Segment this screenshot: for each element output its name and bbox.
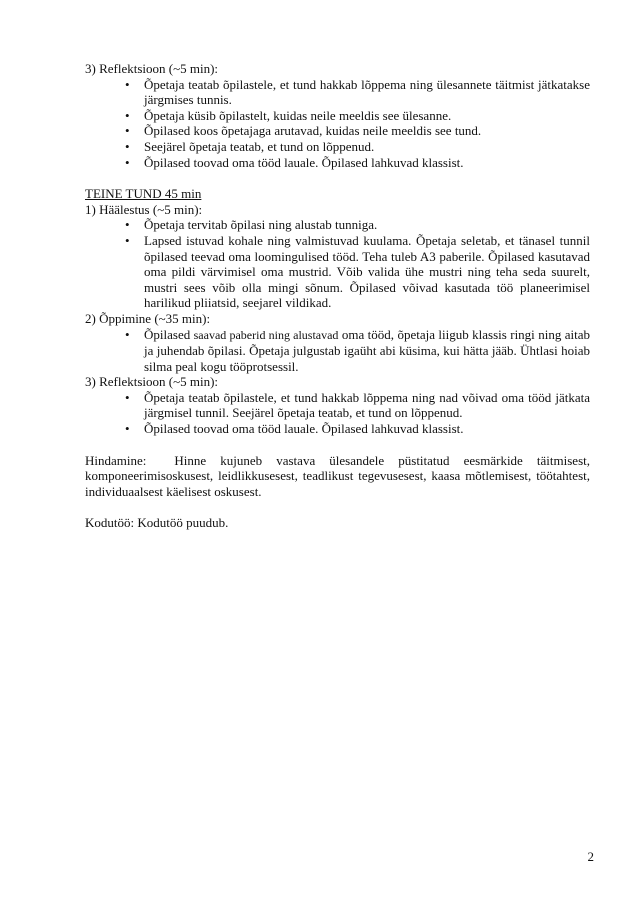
page-number: 2	[587, 849, 594, 864]
document-page	[85, 61, 590, 531]
lesson-title: TEINE TUND 45 min	[85, 186, 202, 202]
bullet-list	[122, 327, 590, 375]
bullet-icon: •	[125, 154, 130, 170]
bullet-list	[122, 77, 590, 171]
bullet-icon: •	[125, 421, 130, 437]
section-reflection-1	[85, 61, 590, 170]
bullet-icon: •	[125, 138, 130, 154]
list-item: • Õpilased saavad paberid ning alustavad oma tööd, õpetaja liigub klassis ringi ning aitab ja juhendab õpilasi. Õpetaja julgustab igaüht abi küsima, kui hätta jääb. Ühtlasi hoiab silma peal kogu tööprotsessil.	[125, 326, 591, 374]
bullet-list	[122, 217, 590, 311]
bullet-icon: •	[125, 107, 130, 123]
assessment-label: Hindamine:	[85, 452, 147, 468]
list-item: • Seejärel õpetaja teatab, et tund on lõppenud.	[125, 138, 375, 154]
list-item: • Õpetaja küsib õpilastelt, kuidas neile meeldis see ülesanne.	[125, 107, 452, 123]
list-item: • Õpilased koos õpetajaga arutavad, kuidas neile meeldis see tund.	[125, 123, 482, 139]
list-item: • Õpilased toovad oma tööd lauale. Õpilased lahkuvad klassist.	[125, 421, 464, 437]
bullet-icon: •	[125, 76, 130, 92]
bullet-icon: •	[125, 217, 130, 233]
assessment-paragraph	[85, 453, 590, 500]
bullet-icon: •	[125, 232, 130, 248]
list-item: • Õpetaja teatab õpilastele, et tund hakkab lõppema ning ülesannete täitmist jätkatakse järgmises tunnis.	[125, 76, 590, 108]
bullet-icon: •	[125, 326, 130, 342]
lesson-two	[85, 186, 590, 437]
section-heading: 3) Reflektsioon (~5 min):	[85, 61, 219, 76]
assessment-text: Hinne kujuneb vastava ülesandele püstitatud eesmärkide täitmisest, komponeerimisoskusest, leidlikkusesest, teadlikust tegevusesest, kaasa mõtlemisest, töötahtest, individuaalsest käelisest oskusest.	[85, 452, 590, 499]
list-item: • Õpetaja teatab õpilastele, et tund hakkab lõppema ning nad võivad oma tööd jätkata järgmisel tunnil. Seejärel õpetaja teatab, et tund on lõppenud.	[125, 389, 590, 421]
bullet-icon: •	[125, 389, 130, 405]
list-item: • Lapsed istuvad kohale ning valmistuvad kuulama. Õpetaja seletab, et tänasel tunnil õpilased teevad oma loomingulised tööd. Teha tuleb A3 paberile. Õpilased kasutavad oma pildi värvimisel oma mustrid. Võib valida ühe mustri ning teha seda suurelt, mustri sees võib olla mingi sõnum. Õpilased võivad kasutada töö planeerimisel harilikud pliiatsid, seejarel vildikad.	[125, 232, 590, 311]
bullet-icon: •	[125, 123, 130, 139]
step-heading: 3) Reflektsioon (~5 min):	[85, 374, 219, 390]
step-heading: 1) Häälestus (~5 min):	[85, 201, 203, 217]
list-item: • Õpetaja tervitab õpilasi ning alustab tunniga.	[125, 217, 378, 233]
homework-paragraph: Kodutöö: Kodutöö puudub.	[85, 515, 229, 531]
list-item: • Õpilased toovad oma tööd lauale. Õpilased lahkuvad klassist.	[125, 154, 464, 170]
bullet-list	[122, 390, 590, 437]
step-heading: 2) Õppimine (~35 min):	[85, 310, 211, 326]
